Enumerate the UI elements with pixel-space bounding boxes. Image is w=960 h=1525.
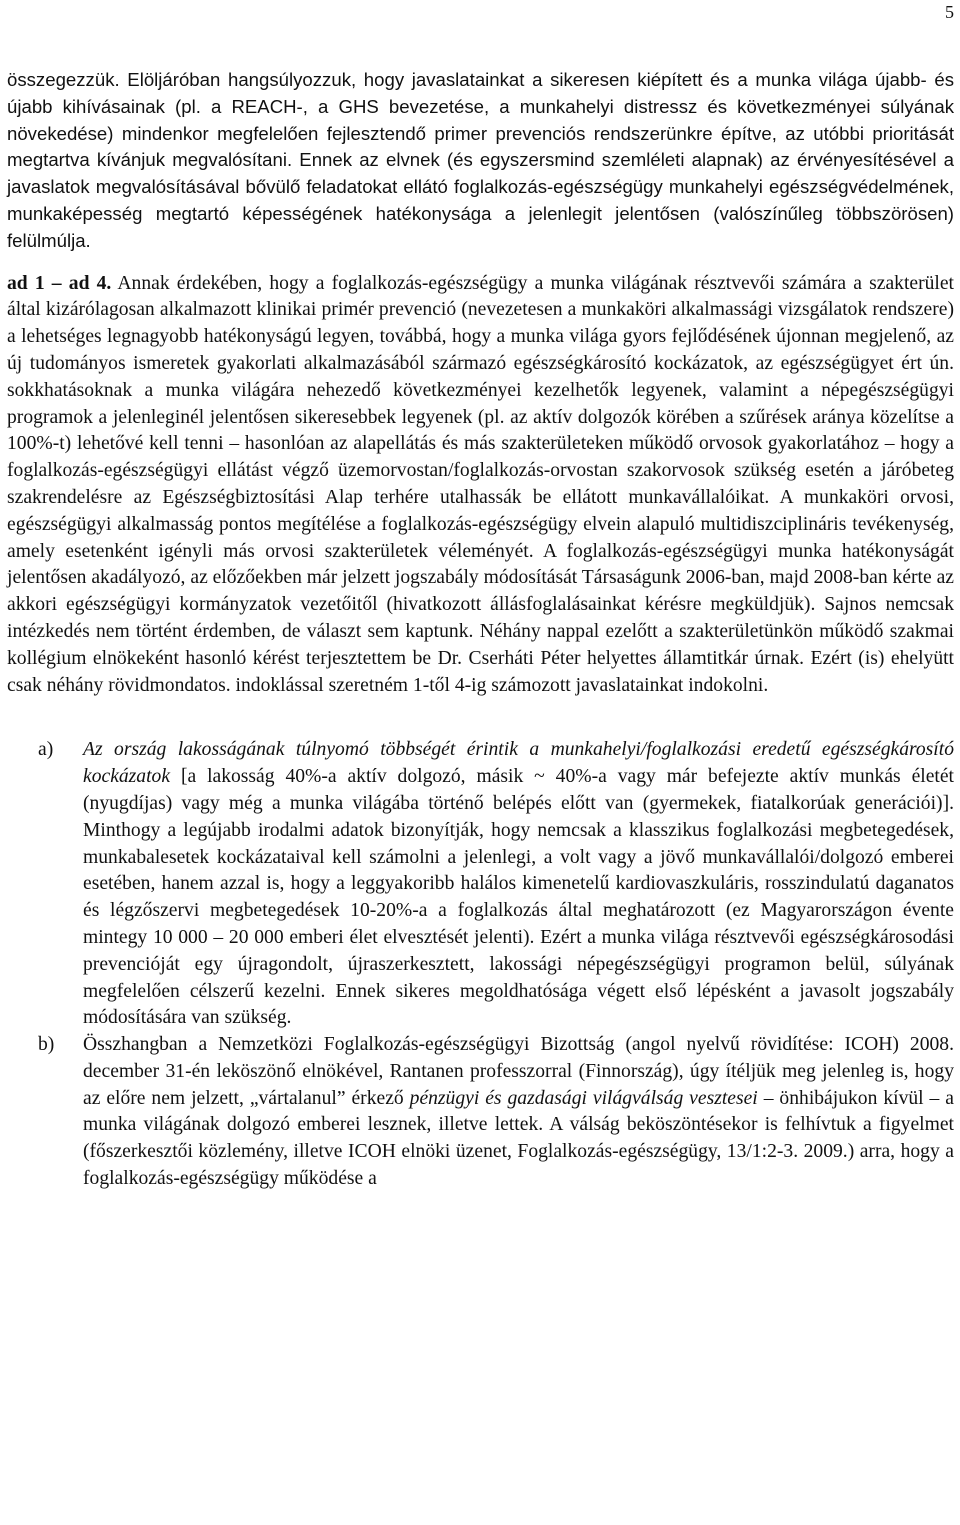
list-item-body-end: – önhibájukon kívül – a munka világának dolgozó emberei lesznek, illetve lettek. A válság beköszöntésekor is felhívtuk a figyelmet (főszerkesztői közlemény, illetve ICOH elnöki üzenet, Foglalkozás-egészségügy, 13/1:2-3. 2009.) arra, hogy a foglalkozás-egészségügy működése a bbox=[83, 1087, 954, 1190]
list-item-b bbox=[7, 1032, 954, 1193]
list-item-body-start: Összhangban a Nemzetközi Foglalkozás-egészségügyi Bizottság (angol nyelvű rövidítése: ICOH) 2008. december 31-én leköszönő elnökével, Rantanen professzorral (Finnország), úgy ítéljük meg jelenleg is, hogy az előre nem jelzett, „vártalanul” érkező bbox=[83, 1034, 954, 1109]
document-body bbox=[7, 67, 954, 1193]
ad-paragraph-text: Annak érdekében, hogy a foglalkozás-egészségügy a munka világának résztvevői számára a szakterület által kizárólagosan alkalmazott klinikai primér prevenció (nevezetesen a munkaköri alkalmassági vizsgálatok rendszere) a lehetséges legnagyobb hatékonyságú legyen, továbbá, hogy a munka világa gyors fejlődésének újonnan megjelenő, az új tudományos ismeretek gyakorlati alkalmazásából származó egészségkárosító kockázatok, az egészségügyet ért ún. sokkhatásoknak a munka világára nehezedő következményei kezelhetők legyenek, valamint a népegészségügyi programok a jelenleginél jelentősen sikeresebbek legyenek (pl. az aktív dolgozók körében a szűrések aránya közelítse a 100%-t) lehetővé kell tenni – hasonlóan az alapellátás és más szakterületeken működő orvosok gyakorlatához – hogy a foglalkozás-egészségügyi ellátást végző üzemorvostan/foglalkozás-orvostan szakorvosok szükség esetén a járóbeteg szakrendelésre az Egészségbiztosítási Alap terhére utalhassák be ellátott munkavállalóikat. A munkaköri orvosi, egészségügyi alkalmasság pontos megítélése a foglalkozás-egészségügy elvein alapuló multidiszciplináris tevékenység, amely esetenként igényli más orvosi szakterületek véleményét. A foglalkozás-egészségügyi munka hatékonyságát jelentősen akadályozó, az előzőekben már jelzett jogszabály módosítását Társaságunk 2006-ban, majd 2008-ban kérte az akkori egészségügyi kormányzatok vezetőitől (hivatkozott állásfoglalásainkat kérésre megküldjük). Sajnos nemcsak intézkedés nem történt érdemben, de választ sem kaptunk. Néhány nappal ezelőtt a szakterületünkön működő szakmai kollégium elnökeként hasonló kérést terjesztettem be Dr. Cserháti Péter helyettes államtitkár úrnak. Ezért (is) ehelyütt csak néhány rövidmondatos. indoklással szeretném 1-től 4-ig számozott javaslatainkat indokolni. bbox=[7, 272, 954, 696]
list-item-a bbox=[7, 737, 954, 1032]
list-item-emphasis: pénzügyi és gazdasági világválság vesztesei bbox=[409, 1087, 758, 1109]
list-item-text bbox=[83, 737, 954, 1032]
page-number: 5 bbox=[945, 2, 954, 22]
list-item-text bbox=[83, 1032, 954, 1193]
ad-heading: ad 1 – ad 4. bbox=[7, 272, 112, 294]
list-item-emphasis: Az ország lakosságának túlnyomó többségét érintik a munkahelyi/foglalkozási eredetű egészségkárosító kockázatok bbox=[83, 739, 954, 788]
list-item-body: [a lakosság 40%-a aktív dolgozó, másik ~ 40%-a vagy már befejezte aktív munkás életét (nyugdíjas) vagy még a munka világába történő belépés előtt van (gyermekek, fiatalkorúak generációi)]. Minthogy a legújabb irodalmi adatok bizonyítják, hogy nemcsak a klasszikus foglalkozási megbetegedések, munkabalesetek kockázataival kell számolni a jelenlegi, a volt vagy a jövő munkavállalói/dolgozó emberei esetében, hanem azzal is, hogy a leggyakoribb halálos kimenetelű kardiovaszkuláris, rosszindulatú daganatos és légzőszervi megbetegedések 10-20%-a a foglalkozás által meghatározott (ez Magyarországon évente mintegy 10 000 – 20 000 emberi élet elvesztését jelenti). Ezért a munka világa résztvevői egészségkárosodási prevencióját egy újragondolt, újraszerkesztett, lakossági népegészségügyi programon belül, súlyának megfelelően célszerű kezelni. Ennek sikeres megoldhatósága végett első lépésként a javasolt jogszabály módosítására van szükség. bbox=[83, 766, 954, 1029]
ad-paragraph bbox=[7, 271, 954, 700]
intro-paragraph: összegezzük. Elöljáróban hangsúlyozzuk, hogy javaslatainkat a sikeresen kiépített és a munka világa újabb- és újabb kihívásainak (pl. a REACH-, a GHS bevezetése, a munkahelyi distressz és következményei súlyának növekedése) mindenkor megfelelően fejlesztendő primer prevenciós rendszerünkre építve, az utóbbi prioritását megtartva kívánjuk megvalósítani. Ennek az elvnek (és egyszersmind szemléleti alapnak) az érvényesítésével a javaslatok megvalósításával bővülő feladatokat ellátó foglalkozás-egészségügy munkahelyi egészségvédelmének, munkaképesség megtartó képességének hatékonysága a jelenlegit jelentősen (valószínűleg többszörösen) felülmúlja. bbox=[7, 69, 954, 251]
list-item-marker: b) bbox=[38, 1034, 55, 1056]
list-item-marker: a) bbox=[38, 739, 54, 761]
